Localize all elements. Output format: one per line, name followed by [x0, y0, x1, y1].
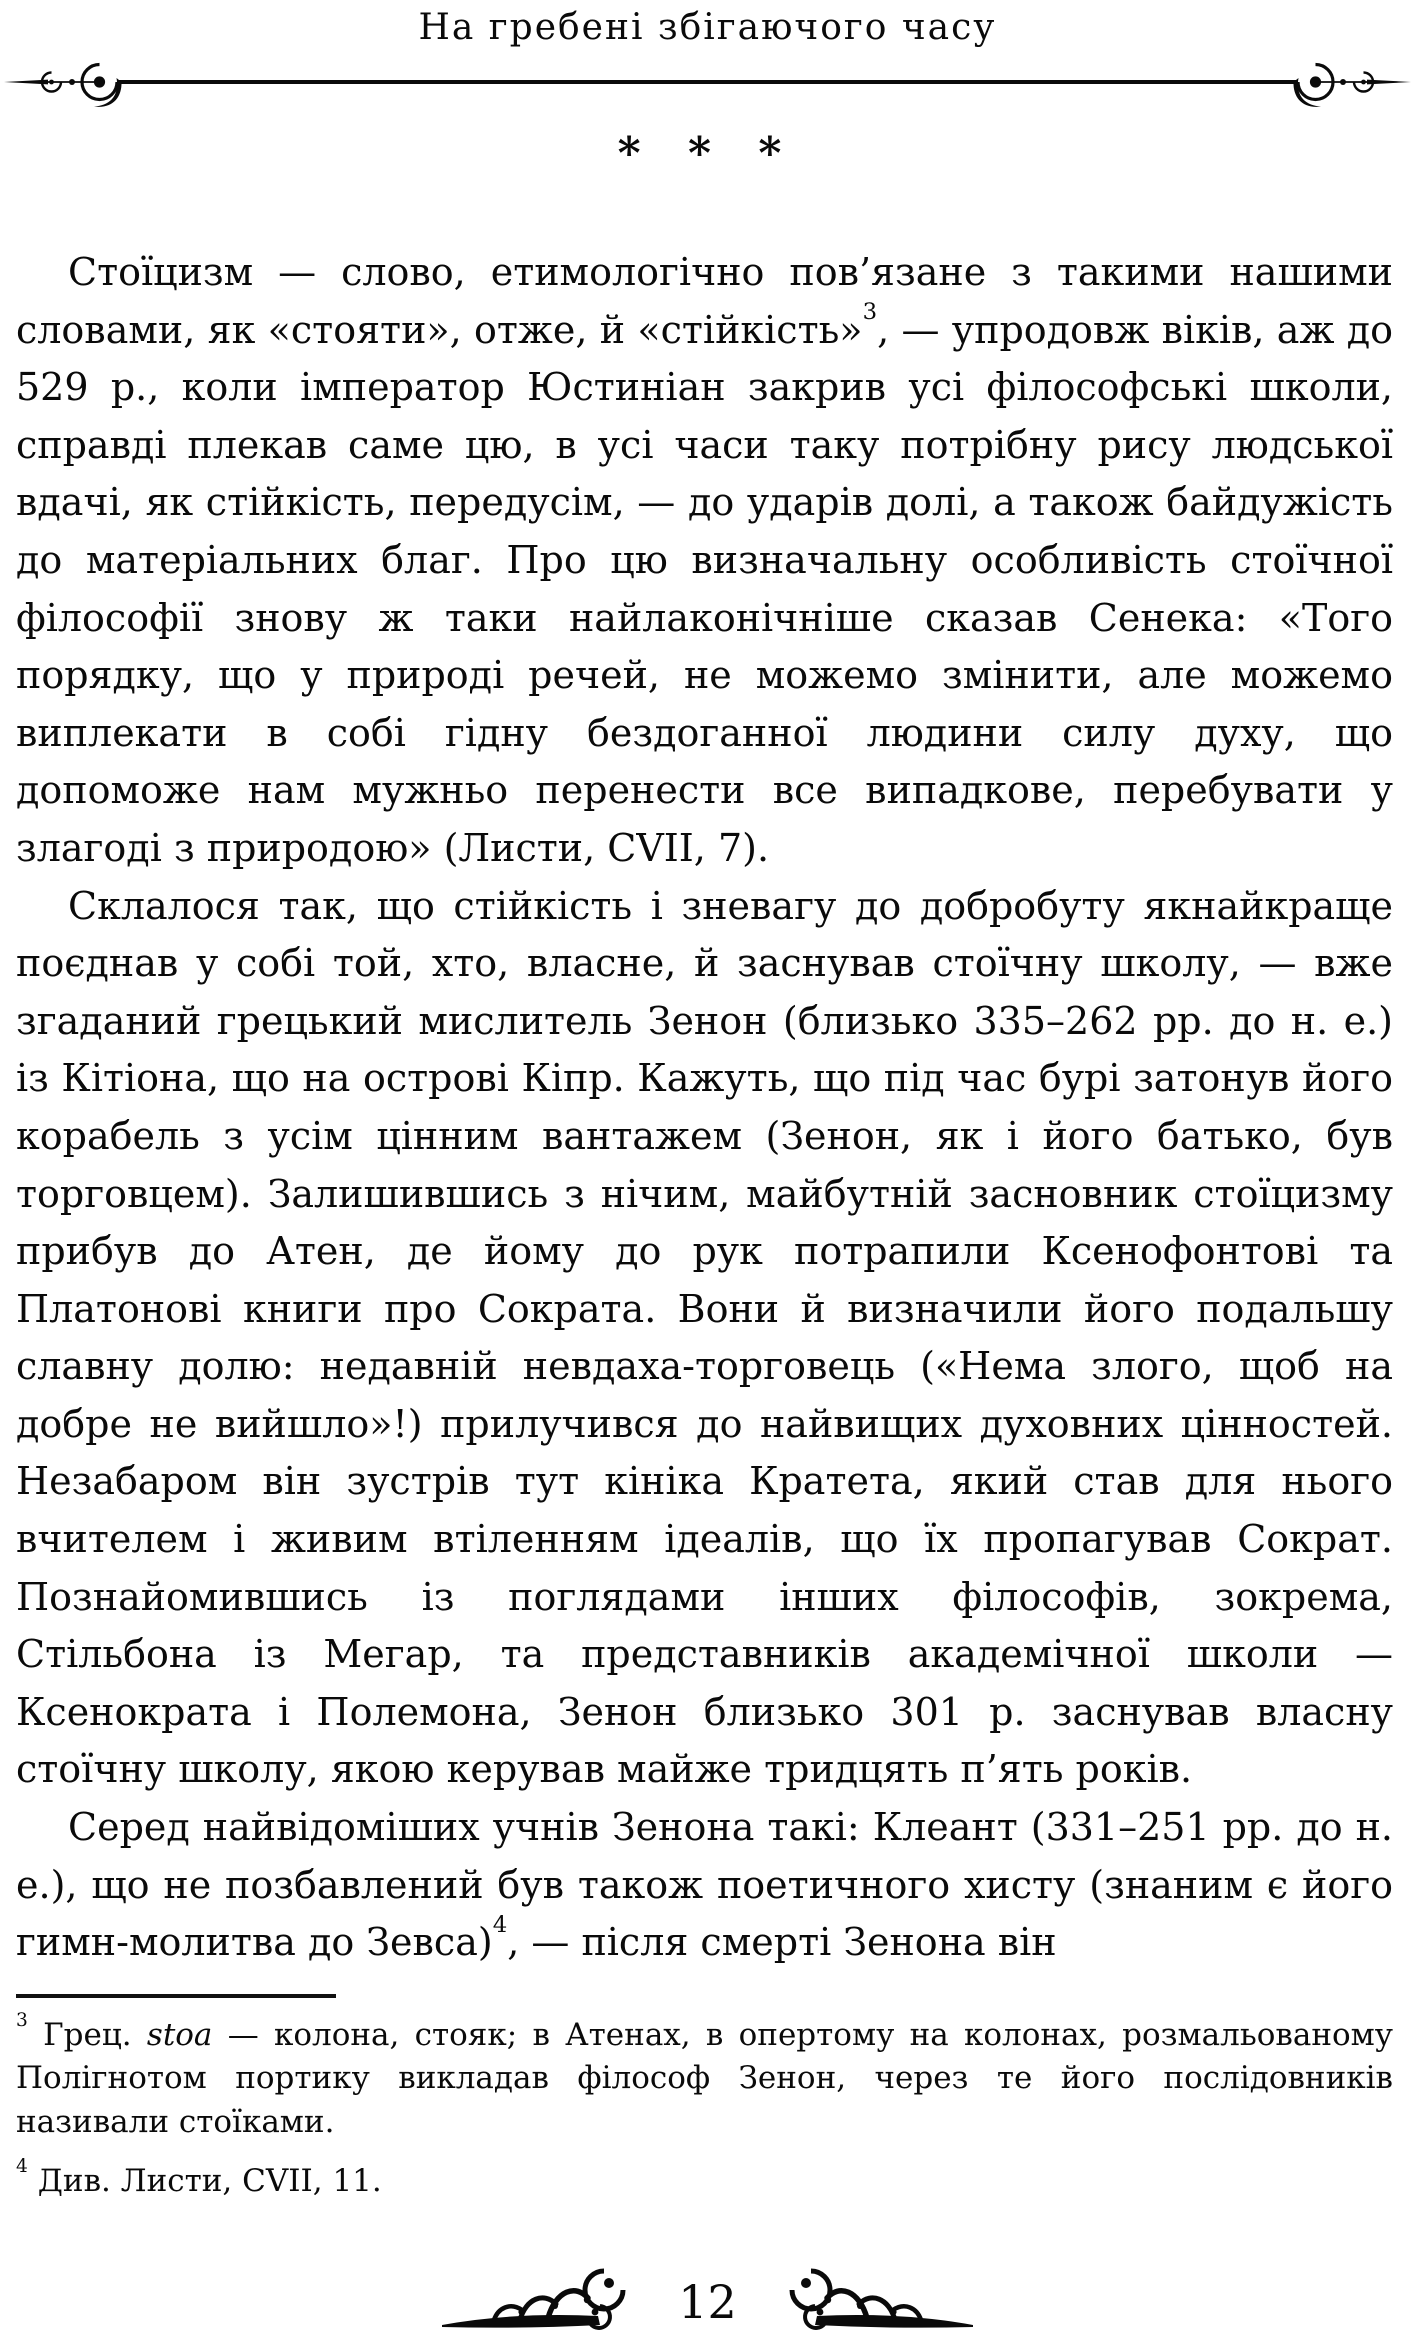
text-segment: — колона, стояк; в Атенах, в опертому на колонах, розмальованому Полігнотом портику викладав філософ Зенон, через те його послідовників називали стоїками.: [16, 2016, 1394, 2140]
footnote: [16, 2009, 1394, 2145]
running-head-title: На гребені збігаючого часу: [418, 7, 997, 48]
text-segment: Грец.: [43, 2016, 147, 2053]
footnote-separator-rule: [16, 1994, 336, 1998]
text-segment: Стоїцизм — слово, етимологічно пов’язане з такими нашими словами, як «стояти», отже, й «стійкість»: [16, 250, 1393, 352]
text-segment: , — після смерті Зенона він: [507, 1920, 1057, 1965]
footnote-block: [16, 1994, 1393, 2204]
page-number: 12: [678, 2275, 737, 2329]
text-segment: Див. Листи, CVII, 11.: [37, 2163, 382, 2200]
header-ornament-rule-icon: [0, 50, 1415, 114]
body-paragraph: [16, 1799, 1393, 1972]
running-head: [0, 6, 1415, 50]
footnote: [16, 2156, 1393, 2204]
italic-text-segment: stoa: [146, 2016, 213, 2053]
body-paragraph: [16, 878, 1393, 1800]
footnote-reference: 3: [862, 299, 878, 326]
footnote-list: [16, 2009, 1394, 2204]
footer-flourish-left-icon: [442, 2268, 642, 2332]
text-segment: Серед найвідоміших учнів Зенона такі: Клеант (331–251 рр. до н. е.), що не позбавлений був також поетичного хисту (знаним є його гимн-молитва до Зевса): [16, 1805, 1393, 1965]
footnote-reference: 4: [492, 1912, 508, 1938]
section-break-asterisks: * * *: [617, 128, 798, 179]
footnote-marker: 3: [16, 2009, 28, 2031]
footer-flourish-right-icon: [773, 2268, 973, 2332]
text-segment: Склалося так, що стійкість і зневагу до добробуту якнайкраще поєднав у собі той, хто, власне, й заснував стоїчну школу, — вже згаданий грецький мислитель Зенон (близько 335–262 рр. до н. е.) із Кітіона, що на острові Кіпр. Кажуть, що під час бурі затонув його корабель з усім цінним вантажем (Зенон, як і його батько, був торговцем). Залишившись з нічим, майбутній засновник стоїцизму прибув до Атен, де йому до рук потрапили Ксенофонтові та Платонові книги про Сократа. Вони й визначили його подальшу славну долю: недавній невдаха-торговець («Нема злого, щоб на добре не вийшло»!) прилучився до найвищих духовних цінностей. Незабаром він зустрів тут кініка Кратета, який став для нього вчителем і живим втіленням ідеалів, що їх пропагував Сократ. Познайомившись із поглядами інших філософів, зокрема, Стільбона із Мегар, та представників академічної школи — Ксенократа і Полемона, Зенон близько 301 р. заснував власну стоїчну школу, якою керував майже тридцять п’ять років.: [16, 883, 1393, 1792]
footnote-marker: 4: [16, 2156, 28, 2178]
page-footer: [0, 2268, 1415, 2332]
body-text: [16, 244, 1393, 1972]
body-paragraph: [16, 244, 1393, 878]
text-segment: , — упродовж віків, аж до 529 р., коли імператор Юстиніан закрив усі філософські школи, справді плекав саме цю, в усі часи таку потрібну рису людської вдачі, як стійкість, передусім, — до ударів долі, а також байдужість до матеріальних благ. Про цю визначальну особливість стоїчної філософії знову ж таки найлаконічніше сказав Сенека: «Того порядку, що у природі речей, не можемо змінити, але можемо виплекати в собі гідну бездоганної людини силу духу, що допоможе нам мужньо перенести все випадкове, перебувати у злагоді з природою» (Листи, CVII, 7).: [16, 307, 1393, 870]
